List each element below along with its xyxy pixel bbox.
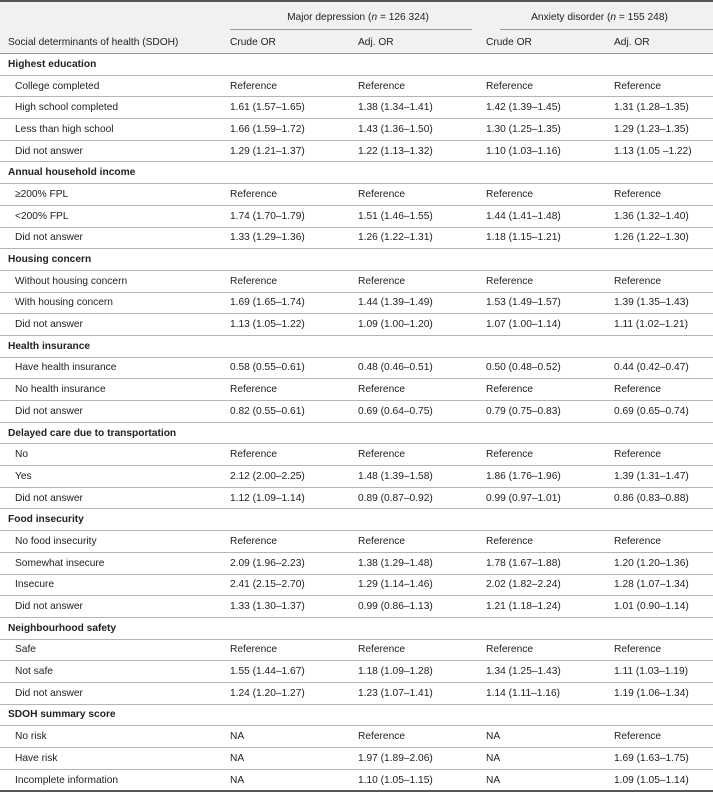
section-title: Neighbourhood safety bbox=[0, 617, 713, 639]
table-row bbox=[0, 292, 713, 314]
crude-or-anxiety: NA bbox=[486, 726, 614, 748]
adj-or-depression: 1.48 (1.39–1.58) bbox=[358, 466, 486, 488]
crude-or-anxiety: Reference bbox=[486, 531, 614, 553]
crude-or-depression: NA bbox=[230, 726, 358, 748]
column-header-crude-or-depression: Crude OR bbox=[230, 32, 358, 54]
adj-or-depression: 0.69 (0.64–0.75) bbox=[358, 401, 486, 423]
n-symbol: n bbox=[610, 11, 617, 23]
row-label: Yes bbox=[0, 466, 230, 488]
crude-or-anxiety: 1.78 (1.67–1.88) bbox=[486, 552, 614, 574]
group-count: = 126 324) bbox=[377, 11, 429, 23]
adj-or-anxiety: Reference bbox=[614, 270, 713, 292]
row-label: Did not answer bbox=[0, 487, 230, 509]
crude-or-depression: NA bbox=[230, 769, 358, 791]
row-label: Did not answer bbox=[0, 401, 230, 423]
header-blank bbox=[0, 1, 230, 32]
crude-or-anxiety: NA bbox=[486, 748, 614, 770]
table-row bbox=[0, 444, 713, 466]
crude-or-depression: 1.29 (1.21–1.37) bbox=[230, 140, 358, 162]
row-label: Have health insurance bbox=[0, 357, 230, 379]
adj-or-depression: Reference bbox=[358, 726, 486, 748]
adj-or-depression: 1.10 (1.05–1.15) bbox=[358, 769, 486, 791]
table-row bbox=[0, 639, 713, 661]
adj-or-anxiety: 0.69 (0.65–0.74) bbox=[614, 401, 713, 423]
table-row bbox=[0, 270, 713, 292]
row-label: Less than high school bbox=[0, 119, 230, 141]
row-label: Did not answer bbox=[0, 227, 230, 249]
table-row bbox=[0, 466, 713, 488]
adj-or-depression: 0.48 (0.46–0.51) bbox=[358, 357, 486, 379]
table-row bbox=[0, 205, 713, 227]
adj-or-depression: 1.43 (1.36–1.50) bbox=[358, 119, 486, 141]
row-label: Insecure bbox=[0, 574, 230, 596]
adj-or-depression: 1.29 (1.14–1.46) bbox=[358, 574, 486, 596]
table-row bbox=[0, 227, 713, 249]
adj-or-anxiety: 1.26 (1.22–1.30) bbox=[614, 227, 713, 249]
crude-or-depression: NA bbox=[230, 748, 358, 770]
adj-or-anxiety: 1.36 (1.32–1.40) bbox=[614, 205, 713, 227]
column-header-crude-or-anxiety: Crude OR bbox=[486, 32, 614, 54]
adj-or-anxiety: 1.29 (1.23–1.35) bbox=[614, 119, 713, 141]
section-title: Housing concern bbox=[0, 249, 713, 271]
section-title: Food insecurity bbox=[0, 509, 713, 531]
crude-or-depression: 1.61 (1.57–1.65) bbox=[230, 97, 358, 119]
table-row bbox=[0, 184, 713, 206]
adj-or-anxiety: 1.11 (1.03–1.19) bbox=[614, 661, 713, 683]
crude-or-anxiety: 2.02 (1.82–2.24) bbox=[486, 574, 614, 596]
table-row bbox=[0, 401, 713, 423]
adj-or-anxiety: 1.01 (0.90–1.14) bbox=[614, 596, 713, 618]
crude-or-anxiety: NA bbox=[486, 769, 614, 791]
section-header-row bbox=[0, 509, 713, 531]
table-body bbox=[0, 54, 713, 792]
table-row bbox=[0, 596, 713, 618]
table-row bbox=[0, 119, 713, 141]
table-header bbox=[0, 1, 713, 54]
crude-or-depression: 0.58 (0.55–0.61) bbox=[230, 357, 358, 379]
group-label: Anxiety disorder ( bbox=[531, 11, 611, 23]
row-label: Without housing concern bbox=[0, 270, 230, 292]
adj-or-depression: Reference bbox=[358, 379, 486, 401]
row-label: No health insurance bbox=[0, 379, 230, 401]
crude-or-depression: 1.74 (1.70–1.79) bbox=[230, 205, 358, 227]
crude-or-anxiety: 1.34 (1.25–1.43) bbox=[486, 661, 614, 683]
adj-or-depression: 1.51 (1.46–1.55) bbox=[358, 205, 486, 227]
adj-or-anxiety: 1.39 (1.31–1.47) bbox=[614, 466, 713, 488]
section-title: Health insurance bbox=[0, 335, 713, 357]
crude-or-depression: 1.24 (1.20–1.27) bbox=[230, 682, 358, 704]
crude-or-anxiety: 1.10 (1.03–1.16) bbox=[486, 140, 614, 162]
crude-or-anxiety: 1.42 (1.39–1.45) bbox=[486, 97, 614, 119]
crude-or-depression: Reference bbox=[230, 270, 358, 292]
adj-or-anxiety: Reference bbox=[614, 444, 713, 466]
adj-or-anxiety: Reference bbox=[614, 726, 713, 748]
table-row bbox=[0, 97, 713, 119]
adj-or-depression: Reference bbox=[358, 270, 486, 292]
adj-or-anxiety: Reference bbox=[614, 531, 713, 553]
crude-or-depression: Reference bbox=[230, 531, 358, 553]
crude-or-depression: 1.69 (1.65–1.74) bbox=[230, 292, 358, 314]
section-title: SDOH summary score bbox=[0, 704, 713, 726]
section-header-row bbox=[0, 162, 713, 184]
adj-or-depression: 1.38 (1.29–1.48) bbox=[358, 552, 486, 574]
row-label: Not safe bbox=[0, 661, 230, 683]
crude-or-depression: 1.66 (1.59–1.72) bbox=[230, 119, 358, 141]
table-row bbox=[0, 661, 713, 683]
crude-or-anxiety: Reference bbox=[486, 75, 614, 97]
row-label: No risk bbox=[0, 726, 230, 748]
adj-or-depression: 1.97 (1.89–2.06) bbox=[358, 748, 486, 770]
crude-or-anxiety: 1.30 (1.25–1.35) bbox=[486, 119, 614, 141]
adj-or-anxiety: Reference bbox=[614, 75, 713, 97]
adj-or-depression: 1.22 (1.13–1.32) bbox=[358, 140, 486, 162]
table-row bbox=[0, 487, 713, 509]
row-label: <200% FPL bbox=[0, 205, 230, 227]
adj-or-anxiety: 1.39 (1.35–1.43) bbox=[614, 292, 713, 314]
column-header-adj-or-anxiety: Adj. OR bbox=[614, 32, 713, 54]
adj-or-depression: Reference bbox=[358, 444, 486, 466]
crude-or-anxiety: Reference bbox=[486, 444, 614, 466]
adj-or-depression: Reference bbox=[358, 75, 486, 97]
adj-or-depression: Reference bbox=[358, 184, 486, 206]
adj-or-depression: 0.99 (0.86–1.13) bbox=[358, 596, 486, 618]
adj-or-anxiety: 0.44 (0.42–0.47) bbox=[614, 357, 713, 379]
crude-or-anxiety: 1.07 (1.00–1.14) bbox=[486, 314, 614, 336]
group-count: = 155 248) bbox=[616, 11, 668, 23]
adj-or-anxiety: 0.86 (0.83–0.88) bbox=[614, 487, 713, 509]
crude-or-depression: 1.12 (1.09–1.14) bbox=[230, 487, 358, 509]
adj-or-depression: 1.26 (1.22–1.31) bbox=[358, 227, 486, 249]
crude-or-depression: Reference bbox=[230, 75, 358, 97]
adj-or-anxiety: Reference bbox=[614, 639, 713, 661]
crude-or-anxiety: 1.86 (1.76–1.96) bbox=[486, 466, 614, 488]
row-label: College completed bbox=[0, 75, 230, 97]
crude-or-anxiety: 0.99 (0.97–1.01) bbox=[486, 487, 614, 509]
adj-or-anxiety: 1.28 (1.07–1.34) bbox=[614, 574, 713, 596]
adj-or-depression: 1.09 (1.00–1.20) bbox=[358, 314, 486, 336]
group-label: Major depression ( bbox=[287, 11, 372, 23]
adj-or-depression: 0.89 (0.87–0.92) bbox=[358, 487, 486, 509]
section-title: Annual household income bbox=[0, 162, 713, 184]
row-label: Did not answer bbox=[0, 596, 230, 618]
adj-or-anxiety: 1.69 (1.63–1.75) bbox=[614, 748, 713, 770]
crude-or-depression: 1.55 (1.44–1.67) bbox=[230, 661, 358, 683]
row-label: Did not answer bbox=[0, 682, 230, 704]
group-header-anxiety-disorder bbox=[486, 1, 713, 32]
crude-or-anxiety: Reference bbox=[486, 184, 614, 206]
adj-or-anxiety: 1.09 (1.05–1.14) bbox=[614, 769, 713, 791]
adj-or-anxiety: 1.11 (1.02–1.21) bbox=[614, 314, 713, 336]
crude-or-depression: 1.13 (1.05–1.22) bbox=[230, 314, 358, 336]
crude-or-depression: 1.33 (1.29–1.36) bbox=[230, 227, 358, 249]
column-header-adj-or-depression: Adj. OR bbox=[358, 32, 486, 54]
table-row bbox=[0, 552, 713, 574]
table-row bbox=[0, 357, 713, 379]
crude-or-anxiety: Reference bbox=[486, 639, 614, 661]
crude-or-anxiety: 1.21 (1.18–1.24) bbox=[486, 596, 614, 618]
section-header-row bbox=[0, 54, 713, 76]
crude-or-depression: 2.41 (2.15–2.70) bbox=[230, 574, 358, 596]
adj-or-depression: 1.44 (1.39–1.49) bbox=[358, 292, 486, 314]
section-header-row bbox=[0, 335, 713, 357]
table-row bbox=[0, 140, 713, 162]
crude-or-depression: Reference bbox=[230, 444, 358, 466]
section-title: Highest education bbox=[0, 54, 713, 76]
row-label: ≥200% FPL bbox=[0, 184, 230, 206]
table-row bbox=[0, 769, 713, 791]
crude-or-depression: Reference bbox=[230, 639, 358, 661]
table-row bbox=[0, 379, 713, 401]
section-header-row bbox=[0, 422, 713, 444]
section-header-row bbox=[0, 704, 713, 726]
adj-or-anxiety: 1.19 (1.06–1.34) bbox=[614, 682, 713, 704]
crude-or-anxiety: 1.18 (1.15–1.21) bbox=[486, 227, 614, 249]
adj-or-anxiety: Reference bbox=[614, 184, 713, 206]
crude-or-depression: 2.12 (2.00–2.25) bbox=[230, 466, 358, 488]
crude-or-anxiety: Reference bbox=[486, 379, 614, 401]
adj-or-anxiety: 1.13 (1.05 –1.22) bbox=[614, 140, 713, 162]
crude-or-depression: 2.09 (1.96–2.23) bbox=[230, 552, 358, 574]
table-row bbox=[0, 314, 713, 336]
column-header-sdoh: Social determinants of health (SDOH) bbox=[0, 32, 230, 54]
row-label: Did not answer bbox=[0, 314, 230, 336]
crude-or-anxiety: 0.50 (0.48–0.52) bbox=[486, 357, 614, 379]
table-row bbox=[0, 682, 713, 704]
table-row bbox=[0, 531, 713, 553]
row-label: High school completed bbox=[0, 97, 230, 119]
row-label: Somewhat insecure bbox=[0, 552, 230, 574]
crude-or-depression: 0.82 (0.55–0.61) bbox=[230, 401, 358, 423]
crude-or-depression: Reference bbox=[230, 184, 358, 206]
adj-or-anxiety: 1.31 (1.28–1.35) bbox=[614, 97, 713, 119]
crude-or-depression: Reference bbox=[230, 379, 358, 401]
crude-or-anxiety: 1.14 (1.11–1.16) bbox=[486, 682, 614, 704]
crude-or-anxiety: Reference bbox=[486, 270, 614, 292]
adj-or-anxiety: 1.20 (1.20–1.36) bbox=[614, 552, 713, 574]
table-row bbox=[0, 748, 713, 770]
adj-or-depression: 1.23 (1.07–1.41) bbox=[358, 682, 486, 704]
table-row bbox=[0, 726, 713, 748]
row-label: No food insecurity bbox=[0, 531, 230, 553]
row-label: Incomplete information bbox=[0, 769, 230, 791]
row-label: No bbox=[0, 444, 230, 466]
crude-or-anxiety: 1.53 (1.49–1.57) bbox=[486, 292, 614, 314]
table-row bbox=[0, 574, 713, 596]
row-label: Have risk bbox=[0, 748, 230, 770]
adj-or-depression: Reference bbox=[358, 639, 486, 661]
section-header-row bbox=[0, 249, 713, 271]
crude-or-anxiety: 0.79 (0.75–0.83) bbox=[486, 401, 614, 423]
crude-or-depression: 1.33 (1.30–1.37) bbox=[230, 596, 358, 618]
n-symbol: n bbox=[371, 11, 378, 23]
adj-or-anxiety: Reference bbox=[614, 379, 713, 401]
table-row bbox=[0, 75, 713, 97]
adj-or-depression: 1.38 (1.34–1.41) bbox=[358, 97, 486, 119]
adj-or-depression: 1.18 (1.09–1.28) bbox=[358, 661, 486, 683]
row-label: With housing concern bbox=[0, 292, 230, 314]
crude-or-anxiety: 1.44 (1.41–1.48) bbox=[486, 205, 614, 227]
group-header-major-depression bbox=[230, 1, 486, 32]
row-label: Did not answer bbox=[0, 140, 230, 162]
section-header-row bbox=[0, 617, 713, 639]
row-label: Safe bbox=[0, 639, 230, 661]
section-title: Delayed care due to transportation bbox=[0, 422, 713, 444]
adj-or-depression: Reference bbox=[358, 531, 486, 553]
